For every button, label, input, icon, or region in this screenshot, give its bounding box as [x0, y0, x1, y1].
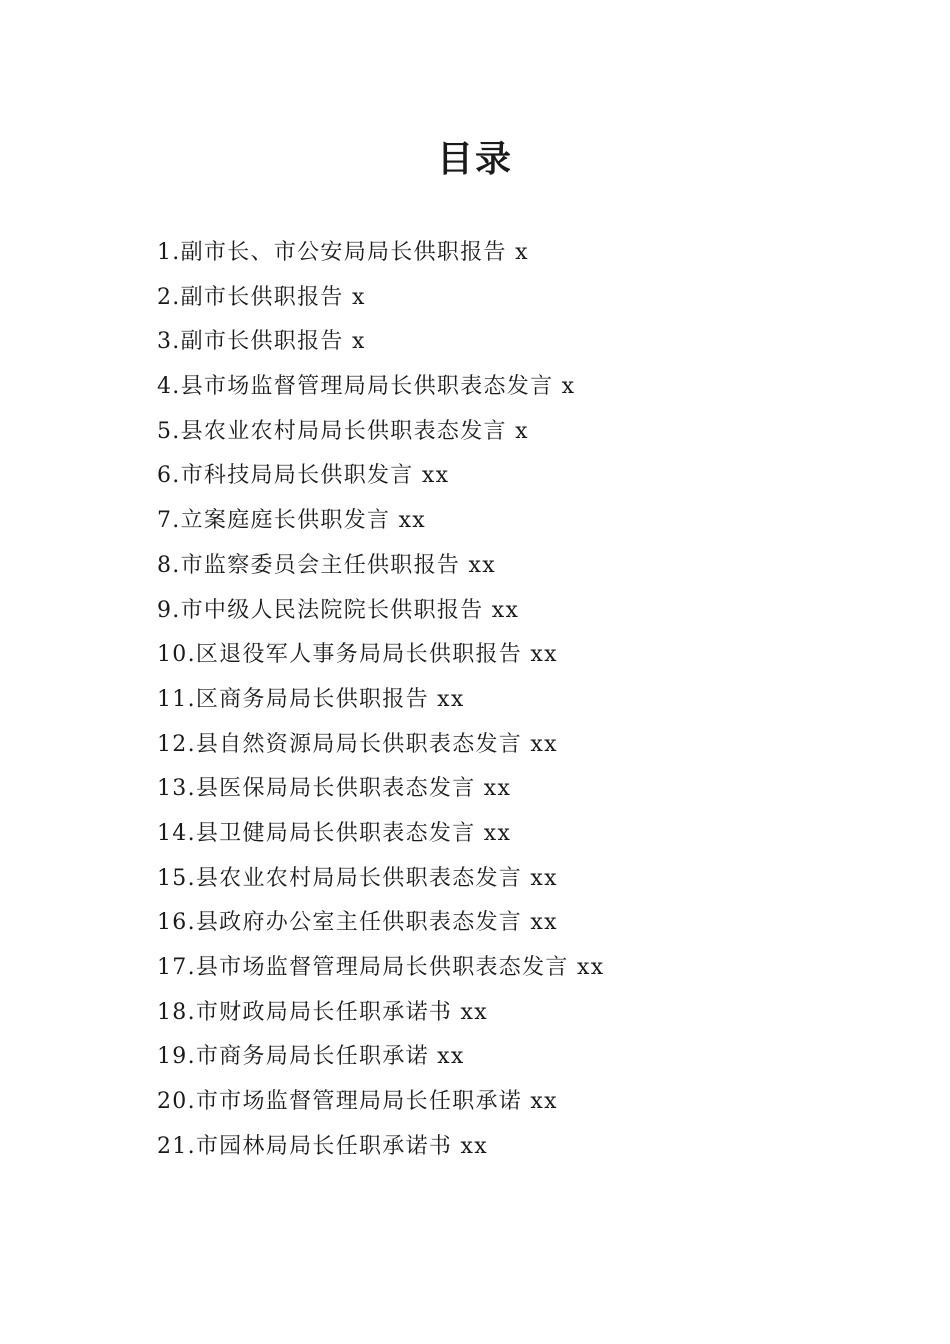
toc-item-4: 4.县市场监督管理局局长供职表态发言 x — [157, 374, 576, 400]
toc-item-15: 15.县农业农村局局长供职表态发言 xx — [157, 865, 558, 891]
toc-item-18: 18.市财政局局长任职承诺书 xx — [157, 999, 488, 1025]
toc-item-10: 10.区退役军人事务局局长供职报告 xx — [157, 642, 558, 668]
toc-item-19: 19.市商务局局长任职承诺 xx — [157, 1044, 465, 1070]
toc-item-6: 6.市科技局局长供职发言 xx — [157, 463, 450, 489]
toc-item-2: 2.副市长供职报告 x — [157, 284, 366, 310]
toc-item-9: 9.市中级人民法院院长供职报告 xx — [157, 597, 520, 623]
toc-item-8: 8.市监察委员会主任供职报告 xx — [157, 552, 496, 578]
toc-item-21: 21.市园林局局长任职承诺书 xx — [157, 1133, 488, 1159]
table-of-contents — [157, 231, 604, 1169]
toc-item-3: 3.副市长供职报告 x — [157, 329, 366, 355]
toc-item-12: 12.县自然资源局局长供职表态发言 xx — [157, 731, 558, 757]
toc-item-7: 7.立案庭庭长供职发言 xx — [157, 508, 426, 534]
toc-item-16: 16.县政府办公室主任供职表态发言 xx — [157, 910, 558, 936]
toc-item-1: 1.副市长、市公安局局长供职报告 x — [157, 240, 529, 265]
toc-item-20: 20.市市场监督管理局局长任职承诺 xx — [157, 1089, 558, 1115]
toc-item-13: 13.县医保局局长供职表态发言 xx — [157, 776, 512, 802]
toc-item-14: 14.县卫健局局长供职表态发言 xx — [157, 820, 512, 846]
page-title: 目录 — [436, 138, 513, 180]
toc-item-17: 17.县市场监督管理局局长供职表态发言 xx — [157, 955, 605, 980]
toc-item-5: 5.县农业农村局局长供职表态发言 x — [157, 418, 529, 444]
toc-item-11: 11.区商务局局长供职报告 xx — [157, 686, 465, 712]
